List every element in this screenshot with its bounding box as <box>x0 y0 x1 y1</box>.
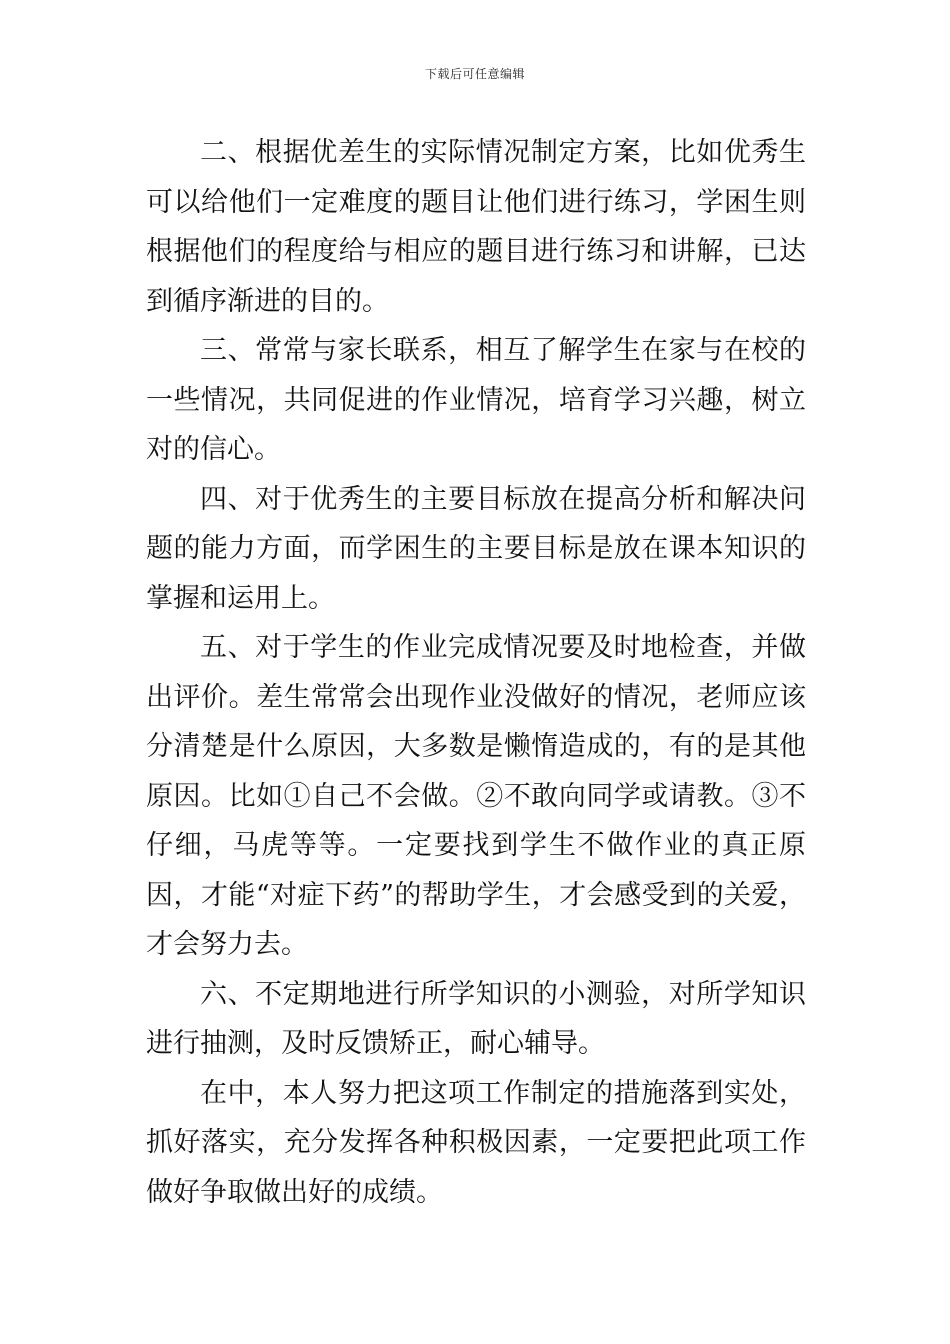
paragraph-5: 五、对于学生的作业完成情况要及时地检查，并做出评价。差生常常会出现作业没做好的情况，老师应该分清楚是什么原因，大多数是懒惰造成的，有的是其他原因。比如①自己不会做。②不敢向同学或请教。③不仔细，马虎等等。一定要找到学生不做作业的真正原因，才能“对症下药”的帮助学生，才会感受到的关爱，才会努力去。 <box>146 632 806 960</box>
paragraph-6: 六、不定期地进行所学知识的小测验，对所学知识进行抽测，及时反馈矫正，耐心辅导。 <box>146 978 806 1059</box>
page-header: 下载后可任意编辑 <box>424 67 525 81</box>
paragraph-2: 二、根据优差生的实际情况制定方案，比如优秀生可以给他们一定难度的题目让他们进行练习，学困生则根据他们的程度给与相应的题目进行练习和讲解，已达到循序渐进的目的。 <box>146 137 806 317</box>
document-body <box>146 128 806 1217</box>
paragraph-3: 三、常常与家长联系，相互了解学生在家与在校的一些情况，共同促进的作业情况，培育学习兴趣，树立对的信心。 <box>146 335 806 465</box>
paragraph-conclusion: 在中，本人努力把这项工作制定的措施落到实处，抓好落实，充分发挥各种积极因素，一定要把此项工作做好争取做出好的成绩。 <box>146 1077 806 1208</box>
paragraph-4: 四、对于优秀生的主要目标放在提高分析和解决问题的能力方面，而学困生的主要目标是放在课本知识的掌握和运用上。 <box>146 483 806 614</box>
